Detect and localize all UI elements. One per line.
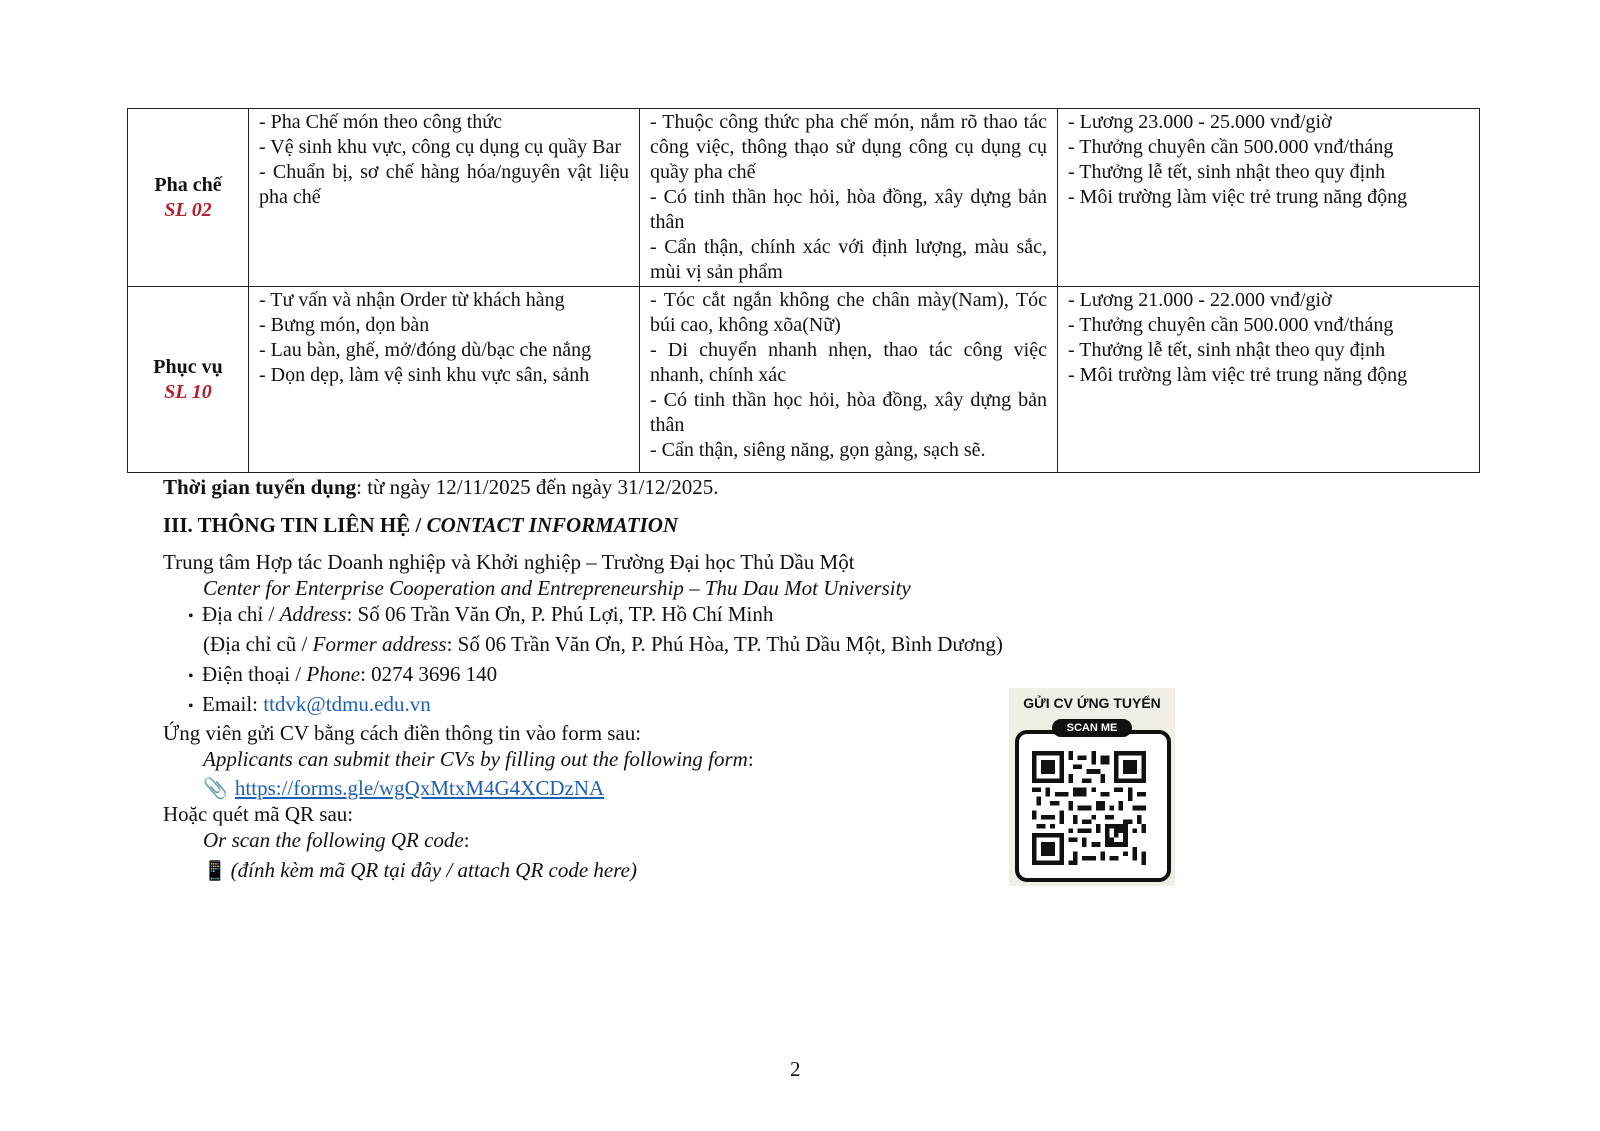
benefit-item: - Lương 23.000 - 25.000 vnđ/giờ: [1068, 111, 1332, 133]
old-address-open: (Địa chỉ cũ /: [203, 632, 313, 656]
qr-code-icon[interactable]: [1032, 751, 1146, 865]
bullet-icon: •: [188, 668, 194, 685]
qr-attach-note: (đính kèm mã QR tại đây / attach QR code here): [230, 858, 637, 882]
qr-instruction-vi: Hoặc quét mã QR sau:: [163, 802, 354, 826]
table-row: [128, 287, 1480, 473]
requirements-cell: [640, 287, 1058, 473]
address-label-en: Address: [279, 602, 347, 626]
address-label: Địa chỉ /: [202, 602, 280, 626]
position-name: Phục vụ: [153, 355, 223, 378]
section-heading: [163, 512, 678, 538]
benefits-cell: [1058, 287, 1480, 473]
phone-label: Điện thoại /: [202, 662, 307, 686]
qr-card-title: GỬI CV ỨNG TUYỂN: [1023, 695, 1161, 711]
page-number: 2: [790, 1057, 801, 1081]
form-link-line: [203, 775, 604, 801]
duty-item: - Dọn dẹp, làm vệ sinh khu vực sân, sảnh: [259, 364, 590, 386]
phone-line: [188, 661, 497, 690]
requirement-item: - Có tinh thần học hỏi, hòa đồng, xây dựng bản thân: [650, 186, 1047, 233]
position-quantity: SL 02: [164, 198, 212, 221]
address-value: : Số 06 Trần Văn Ơn, P. Phú Lợi, TP. Hồ Chí Minh: [346, 602, 774, 626]
benefit-item: - Thưởng chuyên cần 500.000 vnđ/tháng: [1068, 314, 1394, 336]
requirement-item: - Cẩn thận, siêng năng, gọn gàng, sạch sẽ.: [650, 439, 986, 461]
duty-item: - Pha Chế món theo công thức: [259, 111, 503, 133]
requirement-item: - Cẩn thận, chính xác với định lượng, màu sắc, mùi vị sản phẩm: [650, 236, 1047, 283]
old-address-line: [203, 631, 1003, 657]
qr-instruction-en-line: [203, 827, 470, 853]
duty-item: - Chuẩn bị, sơ chế hàng hóa/nguyên vật liệu pha chế: [259, 161, 629, 208]
duty-item: - Vệ sinh khu vực, công cụ dụng cụ quầy Bar: [259, 136, 622, 158]
org-name-vi: Trung tâm Hợp tác Doanh nghiệp và Khởi nghiệp – Trường Đại học Thủ Dầu Một: [163, 550, 855, 574]
requirement-item: - Di chuyển nhanh nhẹn, thao tác công việc nhanh, chính xác: [650, 339, 1047, 386]
duties-cell: [249, 287, 640, 473]
email-line: [188, 691, 431, 720]
benefit-item: - Môi trường làm việc trẻ trung năng động: [1068, 364, 1408, 386]
benefit-item: - Thưởng chuyên cần 500.000 vnđ/tháng: [1068, 136, 1394, 158]
phone-icon: 📱: [203, 860, 227, 882]
benefit-item: - Môi trường làm việc trẻ trung năng động: [1068, 186, 1408, 208]
benefit-item: - Thưởng lễ tết, sinh nhật theo quy định: [1068, 161, 1386, 183]
requirement-item: - Có tinh thần học hỏi, hòa đồng, xây dựng bản thân: [650, 389, 1047, 436]
recruit-time-value: : từ ngày 12/11/2025 đến ngày 31/12/2025.: [356, 475, 719, 499]
form-instruction-en: Applicants can submit their CVs by filling out the following form: [203, 747, 748, 771]
bullet-icon: •: [188, 698, 194, 715]
duty-item: - Bưng món, dọn bàn: [259, 314, 430, 336]
address-line: [188, 601, 773, 630]
org-name-en: Center for Enterprise Cooperation and Entrepreneurship – Thu Dau Mot University: [203, 576, 911, 600]
bullet-icon: •: [188, 608, 194, 625]
section-title-en: CONTACT INFORMATION: [426, 513, 679, 537]
paperclip-icon: 📎: [203, 776, 228, 800]
form-link[interactable]: https://forms.gle/wgQxMtxM4G4XCDzNA: [234, 776, 605, 800]
email-link[interactable]: ttdvk@tdmu.edu.vn: [263, 692, 431, 716]
qr-card: [1009, 688, 1175, 886]
position-cell: [128, 109, 249, 287]
job-table: [127, 108, 1480, 473]
recruit-time-label: Thời gian tuyển dụng: [163, 475, 357, 499]
phone-label-en: Phone: [306, 662, 361, 686]
requirements-cell: [640, 109, 1058, 287]
position-name: Pha chế: [154, 173, 222, 196]
duty-item: - Lau bàn, ghế, mở/đóng dù/bạc che nắng: [259, 339, 592, 361]
benefits-cell: [1058, 109, 1480, 287]
qr-attach-line: [203, 857, 637, 884]
requirement-item: - Thuộc công thức pha chế món, nắm rõ thao tác công việc, thông thạo sử dụng công cụ dụng cụ quầy pha chế: [650, 111, 1047, 183]
old-address-value: : Số 06 Trần Văn Ơn, P. Phú Hòa, TP. Thủ Dầu Một, Bình Dương): [446, 632, 1003, 656]
form-instruction-en-line: [203, 746, 754, 772]
form-instruction-colon: :: [747, 747, 754, 771]
qr-instruction-en: Or scan the following QR code: [203, 828, 464, 852]
old-address-label-en: Former address: [312, 632, 447, 656]
form-instruction-vi: Ứng viên gửi CV bằng cách điền thông tin vào form sau:: [163, 721, 642, 745]
table-row: [128, 109, 1480, 287]
benefit-item: - Thưởng lễ tết, sinh nhật theo quy định: [1068, 339, 1386, 361]
phone-value: : 0274 3696 140: [360, 662, 498, 686]
position-quantity: SL 10: [164, 380, 212, 403]
scan-me-badge: SCAN ME: [1052, 719, 1132, 737]
benefit-item: - Lương 21.000 - 22.000 vnđ/giờ: [1068, 289, 1332, 311]
requirement-item: - Tóc cắt ngắn không che chân mày(Nam), Tóc búi cao, không xõa(Nữ): [650, 289, 1047, 336]
qr-instruction-colon: :: [463, 828, 470, 852]
duty-item: - Tư vấn và nhận Order từ khách hàng: [259, 289, 565, 311]
email-label: Email:: [202, 692, 264, 716]
duties-cell: [249, 109, 640, 287]
section-title-vi: III. THÔNG TIN LIÊN HỆ /: [163, 513, 427, 537]
position-cell: [128, 287, 249, 473]
recruit-time: [163, 474, 718, 500]
